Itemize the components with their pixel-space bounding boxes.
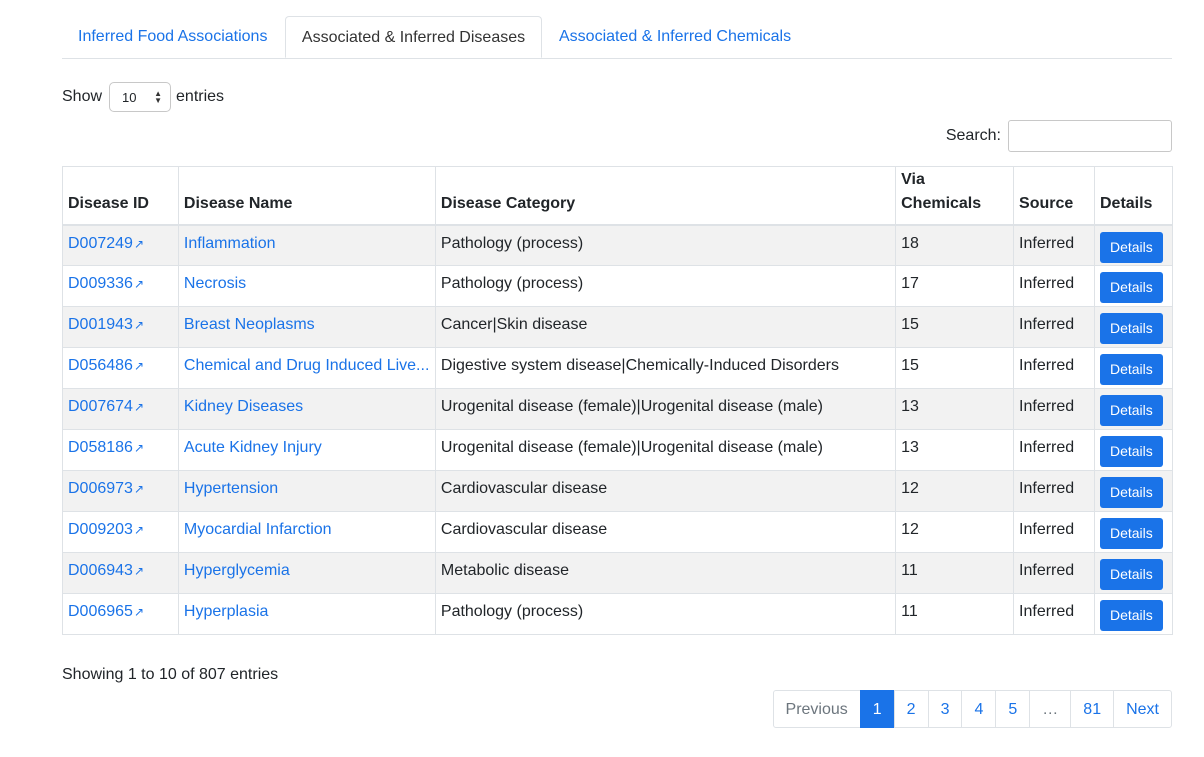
length-suffix: entries [176, 88, 225, 105]
cell-via-chemicals: 13 [896, 430, 1014, 471]
cell-source: Inferred [1014, 225, 1095, 266]
cell-disease-id [63, 225, 179, 266]
cell-disease-category: Cardiovascular disease [435, 512, 895, 553]
disease-id-link[interactable]: D058186 [68, 439, 133, 456]
pagination-page-3[interactable]: 3 [928, 690, 963, 728]
details-button[interactable]: Details [1100, 600, 1163, 631]
details-button[interactable]: Details [1100, 436, 1163, 467]
table-row [63, 389, 1173, 430]
cell-details [1094, 430, 1172, 471]
cell-disease-name [178, 266, 435, 307]
disease-id-link[interactable]: D001943 [68, 316, 133, 333]
disease-name-link[interactable]: Acute Kidney Injury [183, 439, 322, 456]
disease-name-link[interactable]: Breast Neoplasms [183, 316, 315, 333]
table-row [63, 225, 1173, 266]
cell-details [1094, 307, 1172, 348]
pagination-page-1[interactable]: 1 [860, 690, 895, 728]
table-info: Showing 1 to 10 of 807 entries [62, 666, 279, 683]
external-link-icon[interactable]: ↗︎ [133, 523, 145, 537]
cell-source: Inferred [1014, 553, 1095, 594]
table-row [63, 266, 1173, 307]
cell-disease-id [63, 512, 179, 553]
tab-associated-inferred-chemicals[interactable]: Associated & Inferred Chemicals [559, 28, 792, 45]
cell-details [1094, 512, 1172, 553]
cell-details [1094, 348, 1172, 389]
external-link-icon[interactable]: ↗︎ [133, 236, 145, 251]
details-button[interactable]: Details [1100, 477, 1163, 508]
details-button[interactable]: Details [1100, 354, 1163, 385]
table-row [63, 594, 1173, 635]
cell-details [1094, 471, 1172, 512]
cell-disease-category: Pathology (process) [435, 225, 895, 266]
details-button[interactable]: Details [1100, 232, 1163, 263]
cell-disease-category: Digestive system disease|Chemically-Induced Disorders [435, 348, 895, 389]
search-label: Search: [945, 127, 1001, 144]
cell-source: Inferred [1014, 471, 1095, 512]
cell-details [1094, 225, 1172, 266]
updown-arrow-icon: ▲ ▼ [154, 89, 163, 105]
tab-inferred-food-associations[interactable]: Inferred Food Associations [78, 28, 268, 45]
pagination-page-5[interactable]: 5 [995, 690, 1030, 728]
external-link-icon[interactable]: ↗︎ [133, 441, 145, 455]
pagination-previous[interactable]: Previous [773, 690, 861, 728]
cell-disease-id [63, 348, 179, 389]
external-link-icon[interactable]: ↗︎ [133, 277, 145, 291]
details-button[interactable]: Details [1100, 272, 1163, 303]
disease-id-link[interactable]: D009336 [68, 275, 133, 292]
disease-id-link[interactable]: D006973 [68, 480, 133, 497]
table-row [63, 348, 1173, 389]
cell-source: Inferred [1014, 389, 1095, 430]
column-header-source[interactable]: Source [1014, 167, 1095, 225]
cell-source: Inferred [1014, 348, 1095, 389]
entries-length-control [62, 82, 224, 112]
details-button[interactable]: Details [1100, 395, 1163, 426]
cell-disease-category: Pathology (process) [435, 594, 895, 635]
disease-name-link[interactable]: Necrosis [183, 275, 247, 292]
pagination-page-81[interactable]: 81 [1070, 690, 1114, 728]
disease-name-link[interactable]: Hypertension [183, 480, 279, 497]
cell-via-chemicals: 18 [896, 225, 1014, 266]
cell-disease-name [178, 225, 435, 266]
cell-disease-id [63, 266, 179, 307]
column-header-disease-category[interactable]: Disease Category [435, 167, 895, 225]
cell-disease-name [178, 594, 435, 635]
cell-disease-name [178, 348, 435, 389]
cell-disease-name [178, 389, 435, 430]
cell-disease-name [178, 553, 435, 594]
table-header-row [63, 167, 1173, 225]
cell-via-chemicals: 11 [896, 594, 1014, 635]
disease-id-link[interactable]: D007249 [68, 234, 133, 252]
tab-bar [62, 16, 1172, 59]
disease-id-link[interactable]: D056486 [68, 357, 133, 374]
tab-associated-inferred-diseases[interactable]: Associated & Inferred Diseases [285, 16, 542, 58]
pagination-page-4[interactable]: 4 [961, 690, 996, 728]
cell-via-chemicals: 12 [896, 512, 1014, 553]
external-link-icon[interactable]: ↗︎ [133, 482, 145, 496]
cell-disease-category: Urogenital disease (female)|Urogenital disease (male) [435, 430, 895, 471]
cell-disease-category: Cancer|Skin disease [435, 307, 895, 348]
column-header-disease-name[interactable]: Disease Name [178, 167, 435, 225]
column-header-disease-id[interactable]: Disease ID [63, 167, 179, 225]
cell-disease-id [63, 307, 179, 348]
cell-via-chemicals: 15 [896, 348, 1014, 389]
cell-disease-category: Cardiovascular disease [435, 471, 895, 512]
table-row [63, 553, 1173, 594]
disease-id-link[interactable]: D009203 [68, 521, 133, 538]
cell-source: Inferred [1014, 512, 1095, 553]
pagination-ellipsis: … [1029, 690, 1071, 728]
disease-id-link[interactable]: D006943 [68, 562, 133, 579]
search-input[interactable] [1008, 120, 1172, 152]
length-prefix: Show [62, 88, 103, 105]
cell-via-chemicals: 15 [896, 307, 1014, 348]
pagination-next[interactable]: Next [1113, 690, 1172, 728]
diseases-table [62, 166, 1173, 635]
cell-disease-name [178, 471, 435, 512]
external-link-icon[interactable]: ↗︎ [133, 359, 145, 373]
cell-disease-category: Urogenital disease (female)|Urogenital disease (male) [435, 389, 895, 430]
cell-details [1094, 594, 1172, 635]
cell-source: Inferred [1014, 266, 1095, 307]
disease-name-link[interactable]: Hyperplasia [183, 603, 269, 620]
cell-disease-id [63, 389, 179, 430]
pagination-page-2[interactable]: 2 [894, 690, 929, 728]
details-button[interactable]: Details [1100, 518, 1163, 549]
details-button[interactable]: Details [1100, 313, 1163, 344]
table-row [63, 512, 1173, 553]
entries-select[interactable] [109, 82, 171, 112]
cell-disease-name [178, 307, 435, 348]
disease-name-link[interactable]: Hyperglycemia [183, 562, 290, 579]
cell-via-chemicals: 12 [896, 471, 1014, 512]
external-link-icon[interactable]: ↗︎ [133, 564, 145, 578]
cell-disease-id [63, 471, 179, 512]
cell-disease-id [63, 594, 179, 635]
column-header-via-chemicals[interactable]: Via Chemicals [896, 167, 1014, 225]
details-button[interactable]: Details [1100, 559, 1163, 590]
cell-source: Inferred [1014, 594, 1095, 635]
disease-name-link[interactable]: Inflammation [183, 234, 276, 252]
cell-via-chemicals: 11 [896, 553, 1014, 594]
cell-disease-name [178, 512, 435, 553]
search-control [946, 120, 1172, 152]
cell-details [1094, 389, 1172, 430]
external-link-icon[interactable]: ↗︎ [133, 605, 145, 619]
table-row [63, 471, 1173, 512]
disease-name-link[interactable]: Kidney Diseases [183, 398, 304, 415]
cell-source: Inferred [1014, 307, 1095, 348]
disease-name-link[interactable]: Myocardial Infarction [183, 521, 332, 538]
column-header-details: Details [1094, 167, 1172, 225]
cell-disease-category: Pathology (process) [435, 266, 895, 307]
pagination [774, 690, 1172, 728]
cell-source: Inferred [1014, 430, 1095, 471]
cell-disease-name [178, 430, 435, 471]
table-row [63, 430, 1173, 471]
disease-id-link[interactable]: D007674 [68, 398, 133, 415]
cell-disease-category: Metabolic disease [435, 553, 895, 594]
table-row [63, 307, 1173, 348]
cell-details [1094, 553, 1172, 594]
external-link-icon[interactable]: ↗︎ [133, 400, 145, 414]
entries-select-value: 10 [122, 89, 137, 105]
cell-disease-id [63, 430, 179, 471]
disease-name-link[interactable]: Chemical and Drug Induced Live... [183, 357, 430, 374]
cell-disease-id [63, 553, 179, 594]
cell-via-chemicals: 13 [896, 389, 1014, 430]
disease-id-link[interactable]: D006965 [68, 603, 133, 620]
cell-via-chemicals: 17 [896, 266, 1014, 307]
external-link-icon[interactable]: ↗︎ [133, 318, 145, 332]
cell-details [1094, 266, 1172, 307]
